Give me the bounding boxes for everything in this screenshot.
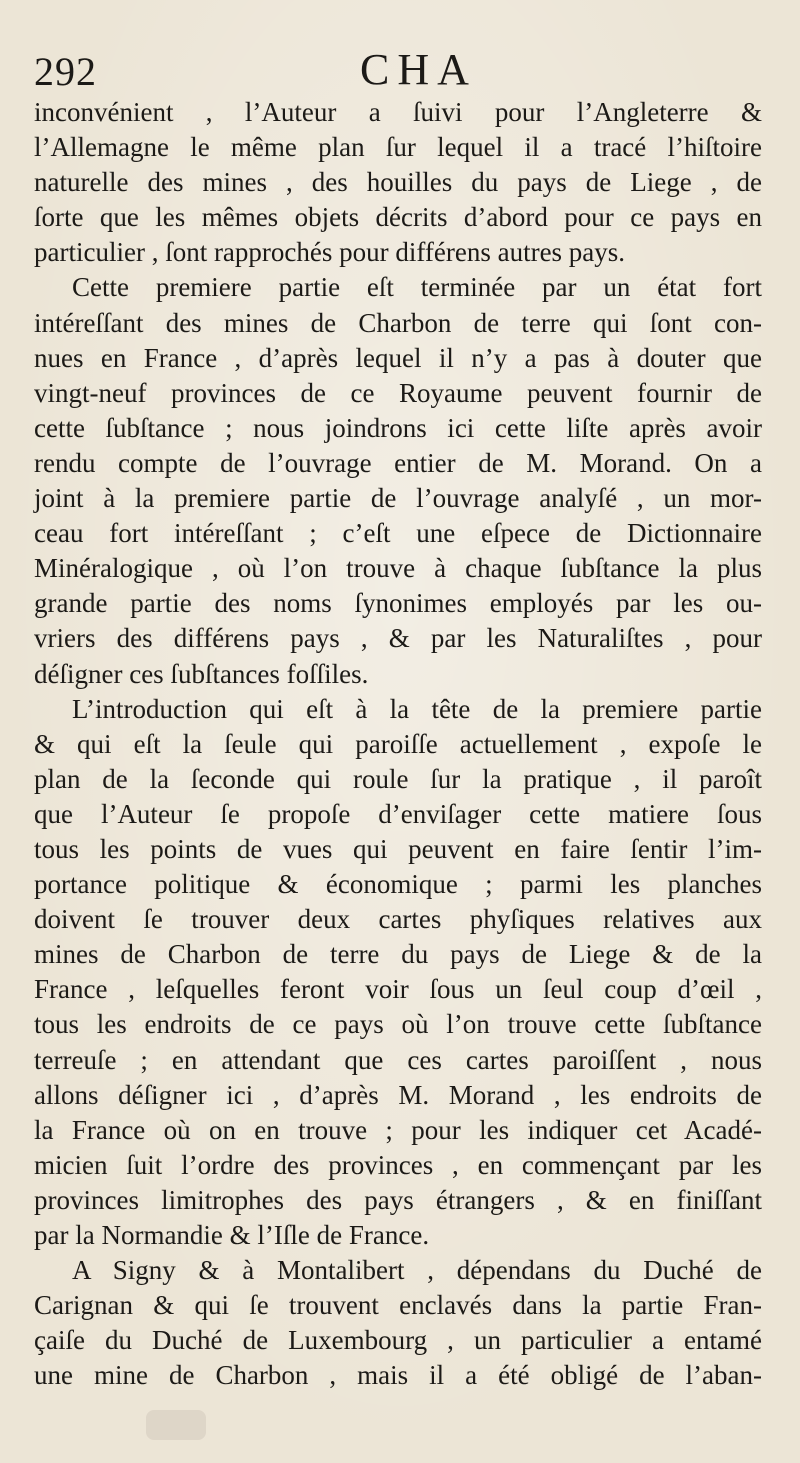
text-line: France , leſquelles feront voir ſous un ſeul coup d’œil , <box>34 974 762 1005</box>
text-line: terreuſe ; en attendant que ces cartes paroiſſent , nous <box>34 1044 762 1075</box>
text-line: tous les endroits de ce pays où l’on trouve cette ſubſtance <box>34 1009 762 1040</box>
text-line: que l’Auteur ſe propoſe d’enviſager cette matiere ſous <box>34 798 762 829</box>
body-text <box>34 95 762 1393</box>
text-line: mines de Charbon de terre du pays de Liege & de la <box>34 939 762 970</box>
text-line: une mine de Charbon , mais il a été obligé de l’aban- <box>34 1360 762 1391</box>
text-line: provinces limitrophes des pays étrangers , & en finiſſant <box>34 1184 762 1215</box>
text-line: ſorte que les mêmes objets décrits d’abord pour ce pays en <box>34 202 762 233</box>
text-line: nues en France , d’après lequel il n’y a pas à douter que <box>34 342 762 373</box>
text-line: vingt-neuf provinces de ce Royaume peuvent fournir de <box>34 377 762 408</box>
running-head: CHA <box>360 45 477 94</box>
text-line: joint à la premiere partie de l’ouvrage analyſé , un mor- <box>34 483 762 514</box>
page-number: 292 <box>34 49 97 94</box>
text-line: tous les points de vues qui peuvent en faire ſentir l’im- <box>34 833 762 864</box>
text-line: portance politique & économique ; parmi les planches <box>34 869 762 900</box>
text-line: grande partie des noms ſynonimes employés par les ou- <box>34 588 762 619</box>
text-line: inconvénient , l’Auteur a ſuivi pour l’Angleterre & <box>34 97 762 127</box>
text-line: cette ſubſtance ; nous joindrons ici cette liſte après avoir <box>34 412 762 443</box>
text-line: A Signy & à Montalibert , dépendans du Duché de <box>72 1255 762 1286</box>
text-line: Carignan & qui ſe trouvent enclavés dans la partie Fran- <box>34 1290 762 1321</box>
text-line: allons déſigner ici , d’après M. Morand , les endroits de <box>34 1079 762 1110</box>
text-line: particulier , ſont rapprochés pour différens autres pays. <box>34 237 626 268</box>
text-line: déſigner ces ſubſtances foſſiles. <box>34 658 369 689</box>
text-line: intéreſſant des mines de Charbon de terre qui ſont con- <box>34 307 762 338</box>
text-line: rendu compte de l’ouvrage entier de M. Morand. On a <box>34 447 762 478</box>
text-line: çaiſe du Duché de Luxembourg , un particulier a entamé <box>34 1325 762 1356</box>
text-line: vriers des différens pays , & par les Naturaliſtes , pour <box>34 623 762 654</box>
text-line: par la Normandie & l’Iſle de France. <box>34 1220 430 1250</box>
text-line: doivent ſe trouver deux cartes phyſiques relatives aux <box>34 904 762 935</box>
text-line: Cette premiere partie eſt terminée par un état fort <box>72 272 762 303</box>
text-line: ceau fort intéreſſant ; c’eſt une eſpece de Dictionnaire <box>34 518 762 549</box>
text-line: la France où on en trouve ; pour les indiquer cet Acadé- <box>34 1114 762 1145</box>
text-line: plan de la ſeconde qui roule ſur la pratique , il paroît <box>34 763 762 794</box>
text-line: Minéralogique , où l’on trouve à chaque ſubſtance la plus <box>34 553 762 584</box>
text-line: micien ſuit l’ordre des provinces , en commençant par les <box>34 1149 762 1180</box>
text-line: l’Allemagne le même plan ſur lequel il a tracé l’hiſtoire <box>34 132 762 163</box>
text-line: & qui eſt la ſeule qui paroiſſe actuellement , expoſe le <box>34 728 762 759</box>
text-line: L’introduction qui eſt à la tête de la premiere partie <box>72 693 762 724</box>
text-line: naturelle des mines , des houilles du pays de Liege , de <box>34 167 762 198</box>
page-header <box>34 44 774 96</box>
ink-smudge <box>146 1410 206 1440</box>
